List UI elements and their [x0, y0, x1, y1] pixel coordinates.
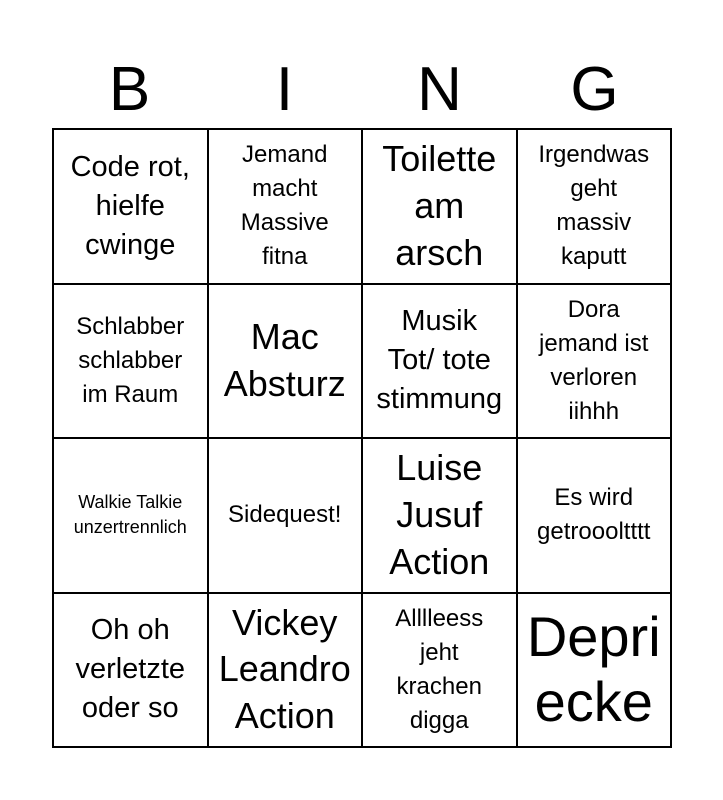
bingo-cell[interactable] — [362, 593, 517, 748]
cell-text: Es wird getroooltttt — [537, 484, 651, 546]
cell-text: Code rot, hielfe cwinge — [70, 150, 190, 261]
bingo-cell[interactable] — [53, 284, 208, 439]
bingo-cell[interactable] — [517, 593, 672, 748]
bingo-cell[interactable] — [208, 438, 363, 593]
cell-text: Alllleess jeht krachen digga — [395, 604, 484, 734]
bingo-cell[interactable] — [208, 284, 363, 439]
bingo-cell[interactable] — [362, 129, 517, 284]
bingo-cell[interactable] — [208, 593, 363, 748]
bingo-header — [52, 52, 672, 128]
header-letter-n: N — [417, 55, 462, 124]
bingo-cell[interactable] — [362, 438, 517, 593]
bingo-cell[interactable] — [517, 129, 672, 284]
bingo-cell[interactable] — [53, 129, 208, 284]
bingo-cell[interactable] — [208, 129, 363, 284]
bingo-cell[interactable] — [53, 438, 208, 593]
bingo-cell[interactable] — [517, 284, 672, 439]
cell-text: Musik Tot/ tote stimmung — [376, 305, 503, 416]
cell-text: Jemand macht Massive fitna — [240, 141, 329, 271]
bingo-cell[interactable] — [53, 593, 208, 748]
cell-text: Mac Absturz — [223, 315, 346, 404]
cell-text: Irgendwas geht massiv kaputt — [538, 141, 650, 271]
cell-text: Luise Jusuf Action — [389, 447, 490, 582]
cell-text: Walkie Talkie unzertrennlich — [73, 491, 187, 538]
header-letter-i: I — [275, 55, 294, 124]
header-letter-b: B — [108, 55, 151, 124]
cell-text: Dora jemand ist verloren iihhh — [539, 295, 649, 425]
bingo-cell[interactable] — [362, 284, 517, 439]
cell-text: Toilette am arsch — [382, 138, 497, 273]
bingo-cell[interactable] — [517, 438, 672, 593]
cell-text: Schlabber schlabber im Raum — [76, 312, 185, 408]
cell-text: Oh oh verletzte oder so — [75, 614, 186, 725]
cell-text: Sidequest! — [228, 501, 342, 529]
bingo-board — [52, 128, 672, 748]
header-letter-g: G — [570, 55, 619, 124]
cell-text: Vickey Leandro Action — [218, 601, 351, 737]
cell-text: Depri ecke — [526, 604, 661, 733]
